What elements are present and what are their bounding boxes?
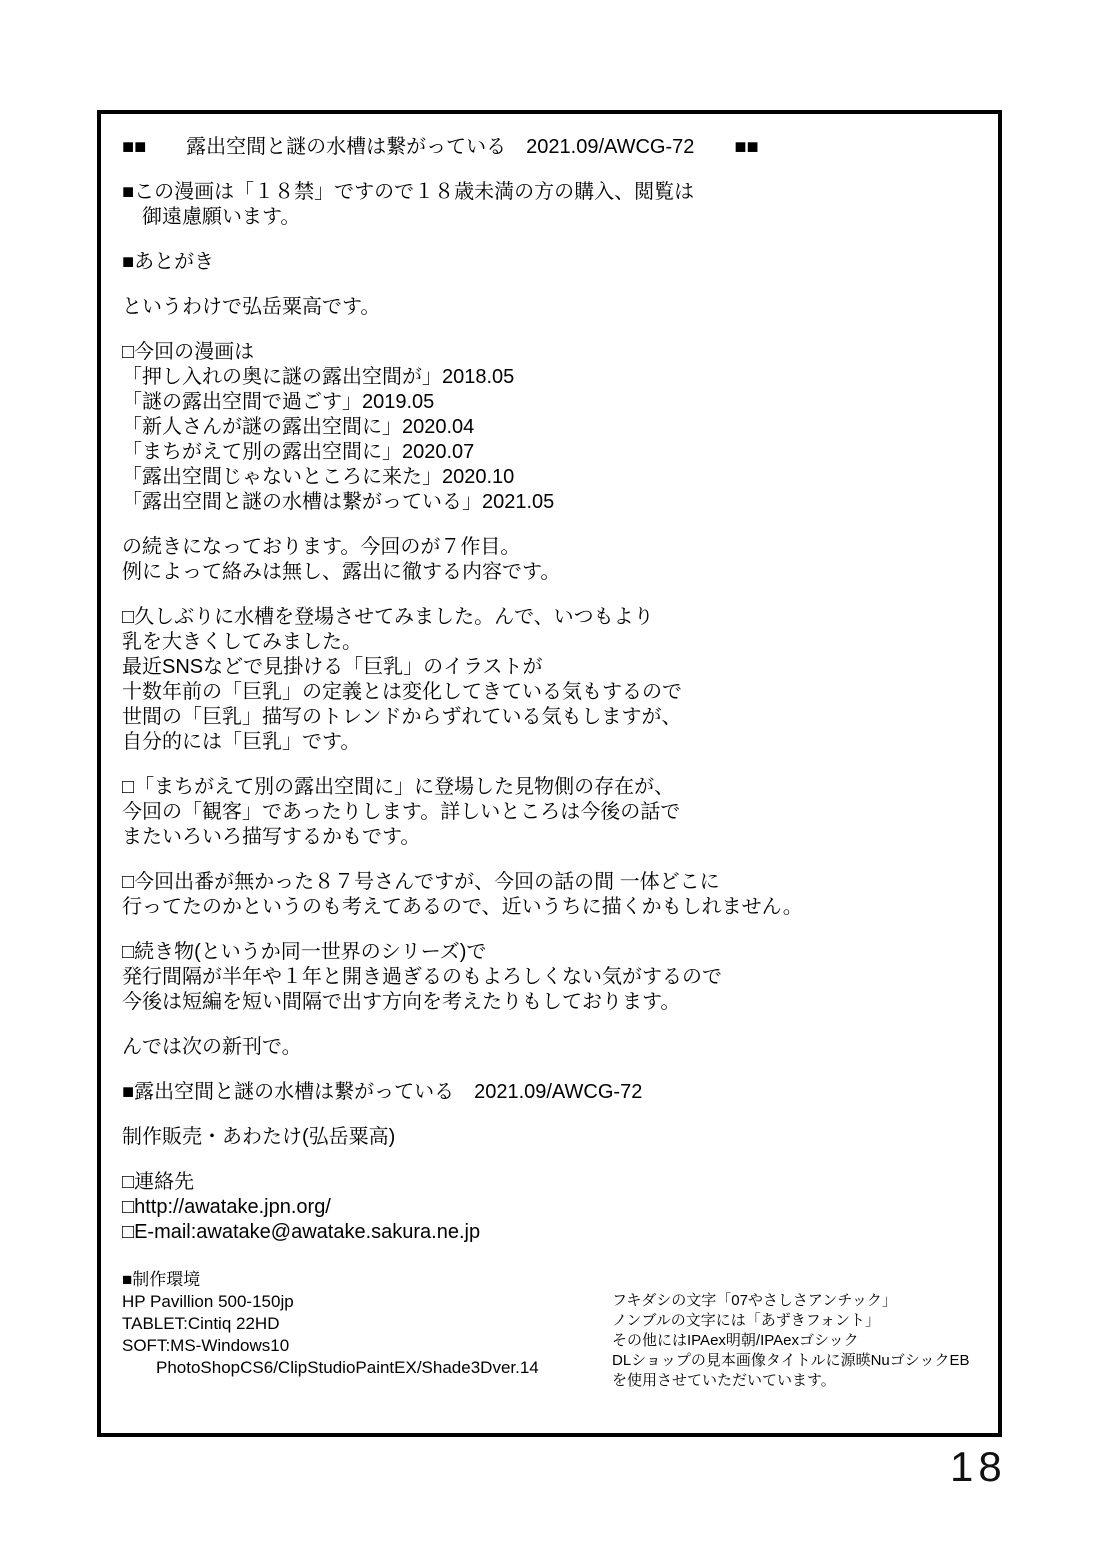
text-line: 「謎の露出空間で過ごす」2019.05 xyxy=(122,391,435,413)
text-line xyxy=(122,585,803,605)
text-line: 「露出空間じゃないところに来た」2020.10 xyxy=(122,466,515,488)
text-line: んでは次の新刊で。 xyxy=(122,1036,302,1058)
text-line xyxy=(122,1105,803,1125)
text-line: □E-mail:awatake@awatake.sakura.ne.jp xyxy=(122,1221,481,1243)
text-line: PhotoShopCS6/ClipStudioPaintEX/Shade3Dver.14 xyxy=(122,1358,539,1377)
text-line xyxy=(122,515,803,535)
text-line: を使用させていただいています。 xyxy=(612,1372,836,1389)
text-line: □続き物(というか同一世界のシリーズ)で xyxy=(122,941,487,963)
production-environment-block xyxy=(122,1269,539,1379)
text-line: 今回の「観客」であったりします。詳しいところは今後の話で xyxy=(122,801,681,823)
text-line: SOFT:MS-Windows10 xyxy=(122,1336,290,1355)
text-line: □今回出番が無かった８７号さんですが、今回の話の間 一体どこに xyxy=(122,871,720,893)
text-line: 発行間隔が半年や１年と開き過ぎるのもよろしくない気がするので xyxy=(122,966,722,988)
text-line: 行ってたのかというのも考えてあるので、近いうちに描くかもしれません。 xyxy=(122,896,803,918)
text-line: □今回の漫画は xyxy=(122,341,255,363)
text-line: 例によって絡みは無し、露出に徹する内容です。 xyxy=(122,561,561,583)
text-line: 御遠慮願います。 xyxy=(122,206,301,228)
text-line: の続きになっております。今回のが７作目。 xyxy=(122,536,521,558)
text-line: ノンブルの文字には「あずきフォント」 xyxy=(612,1312,881,1329)
text-line: 「まちがえて別の露出空間に」2020.07 xyxy=(122,441,475,463)
text-line xyxy=(122,275,803,295)
text-line: ■露出空間と謎の水槽は繋がっている 2021.09/AWCG-72 xyxy=(122,1081,643,1103)
text-line: またいろいろ描写するかもです。 xyxy=(122,826,421,848)
text-line: その他にはIPAex明朝/IPAexゴシック xyxy=(612,1332,859,1349)
text-line: ■制作環境 xyxy=(122,1270,201,1289)
text-line: 乳を大きくしてみました。 xyxy=(122,631,362,653)
text-line xyxy=(122,160,803,180)
text-line: ■この漫画は「１８禁」ですので１８歳未満の方の購入、閲覧は xyxy=(122,181,695,203)
text-line: 最近SNSなどで見掛ける「巨乳」のイラストが xyxy=(122,656,543,678)
page-number: 18 xyxy=(950,1443,1007,1490)
text-line: ■あとがき xyxy=(122,251,215,273)
text-line: というわけで弘岳粟高です。 xyxy=(122,296,381,318)
text-line: HP Pavillion 500-150jp xyxy=(122,1292,294,1311)
text-line: □http://awatake.jpn.org/ xyxy=(122,1196,331,1218)
text-line: 制作販売・あわたけ(弘岳粟高) xyxy=(122,1126,396,1148)
text-line: 十数年前の「巨乳」の定義とは変化してきている気もするので xyxy=(122,681,682,703)
text-line: フキダシの文字「07やさしさアンチック」 xyxy=(612,1292,897,1309)
text-line xyxy=(122,755,803,775)
afterword-text-block xyxy=(122,135,803,1245)
text-line: ■■ 露出空間と謎の水槽は繋がっている 2021.09/AWCG-72 ■■ xyxy=(122,136,759,158)
text-line: TABLET:Cintiq 22HD xyxy=(122,1314,280,1333)
text-line: 世間の「巨乳」描写のトレンドからずれている気もしますが、 xyxy=(122,706,682,728)
text-line: 「新人さんが謎の露出空間に」2020.04 xyxy=(122,416,475,438)
text-line xyxy=(122,920,803,940)
text-line: 自分的には「巨乳」です。 xyxy=(122,731,361,753)
text-line xyxy=(122,320,803,340)
fonts-credit-block xyxy=(612,1291,969,1391)
text-line: □「まちがえて別の露出空間に」に登場した見物側の存在が、 xyxy=(122,776,675,798)
text-line xyxy=(122,1150,803,1170)
text-line: DLショップの見本画像タイトルに源暎NuゴシックEB xyxy=(612,1352,970,1369)
text-line xyxy=(122,230,803,250)
content-frame xyxy=(97,110,1002,1437)
text-line xyxy=(122,1060,803,1080)
text-line: 「押し入れの奥に謎の露出空間が」2018.05 xyxy=(122,366,515,388)
text-line: 今後は短編を短い間隔で出す方向を考えたりもしております。 xyxy=(122,991,681,1013)
text-line: 「露出空間と謎の水槽は繋がっている」2021.05 xyxy=(122,491,555,513)
text-line: □連絡先 xyxy=(122,1171,195,1193)
text-line xyxy=(122,1015,803,1035)
text-line: □久しぶりに水槽を登場させてみました。んで、いつもより xyxy=(122,606,654,628)
text-line xyxy=(122,850,803,870)
